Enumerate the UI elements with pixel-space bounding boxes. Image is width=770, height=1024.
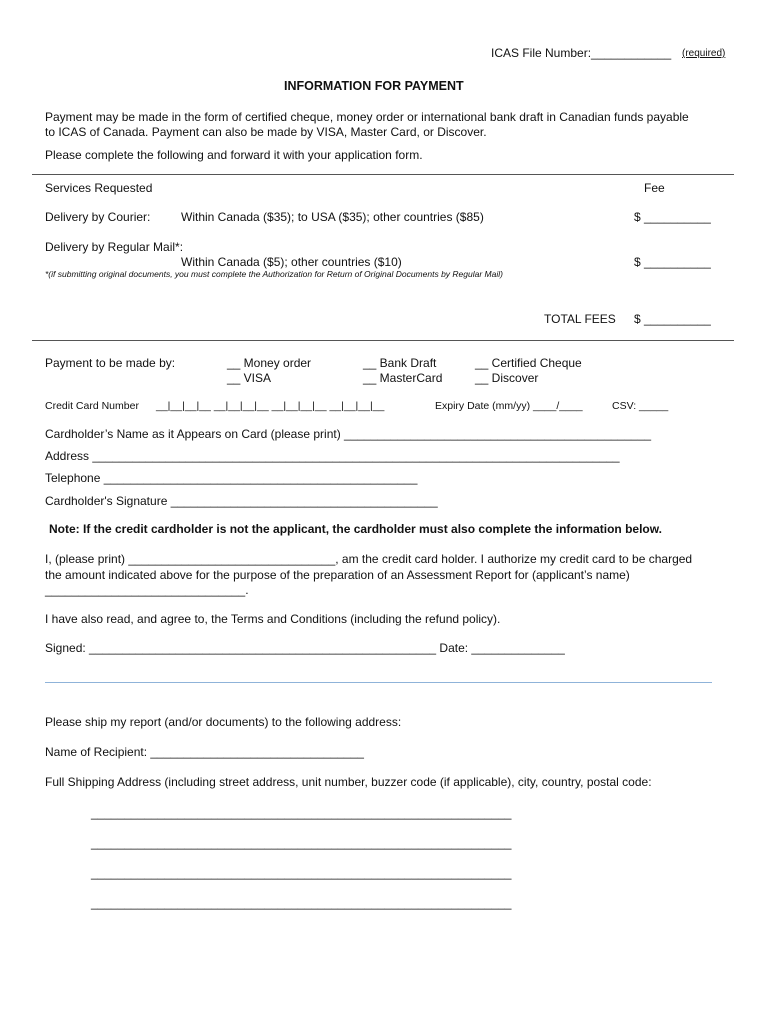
total-fees-field[interactable]: $ __________: [634, 312, 711, 326]
cardholder-signature-field[interactable]: Cardholder's Signature ________________________________________: [45, 494, 438, 508]
file-number-label[interactable]: ICAS File Number:____________: [491, 46, 672, 60]
regular-mail-fee-field[interactable]: $ __________: [634, 255, 711, 269]
discover-option[interactable]: __ Discover: [475, 371, 539, 385]
cardholder-name-field[interactable]: Cardholder’s Name as it Appears on Card (please print) ______________________________________________: [45, 427, 652, 441]
applicant-name-field[interactable]: ______________________________.: [45, 583, 249, 597]
total-fees-label: TOTAL FEES: [544, 312, 616, 326]
authorization-line-1[interactable]: I, (please print) _______________________________, am the credit card holder. I authorize my credit card to be charged: [45, 552, 693, 566]
section-divider-middle: [32, 340, 734, 341]
recipient-name-field[interactable]: Name of Recipient: ________________________________: [45, 745, 364, 759]
address-field[interactable]: Address _______________________________________________________________________________: [45, 449, 620, 463]
card-number-label: Credit Card Number: [45, 400, 139, 412]
intro-line-1: Payment may be made in the form of certified cheque, money order or international bank draft in Canadian funds payable: [45, 110, 689, 124]
shipping-address-line[interactable]: _______________________________________________________________: [91, 806, 512, 820]
intro-line-3: Please complete the following and forward it with your application form.: [45, 148, 423, 162]
terms-statement: I have also read, and agree to, the Terms and Conditions (including the refund policy).: [45, 612, 501, 626]
shipping-address-label: Full Shipping Address (including street address, unit number, buzzer code (if applicable), city, country, postal code:: [45, 775, 652, 789]
services-header: Services Requested: [45, 181, 153, 195]
blue-divider: [45, 682, 712, 683]
card-number-field[interactable]: __|__|__|__ __|__|__|__ __|__|__|__ __|__|__|__: [156, 400, 385, 412]
money-order-option[interactable]: __ Money order: [227, 356, 312, 370]
visa-option[interactable]: __ VISA: [227, 371, 272, 385]
shipping-address-line[interactable]: _______________________________________________________________: [91, 836, 512, 850]
regular-mail-label: Delivery by Regular Mail*:: [45, 240, 184, 254]
section-divider-top: [32, 174, 734, 175]
telephone-field[interactable]: Telephone _______________________________________________: [45, 471, 418, 485]
courier-label: Delivery by Courier:: [45, 210, 151, 224]
fee-header: Fee: [644, 181, 665, 195]
shipping-intro: Please ship my report (and/or documents) to the following address:: [45, 715, 402, 729]
expiry-date-field[interactable]: Expiry Date (mm/yy) ____/____: [435, 400, 583, 412]
shipping-address-line[interactable]: _______________________________________________________________: [91, 896, 512, 910]
cardholder-note: Note: If the credit cardholder is not the applicant, the cardholder must also complete the information below.: [49, 522, 662, 536]
certified-cheque-option[interactable]: __ Certified Cheque: [475, 356, 582, 370]
courier-detail: Within Canada ($35); to USA ($35); other countries ($85): [181, 210, 484, 224]
regular-mail-detail: Within Canada ($5); other countries ($10): [181, 255, 402, 269]
required-note: (required): [682, 48, 726, 59]
bank-draft-option[interactable]: __ Bank Draft: [363, 356, 437, 370]
authorization-line-2: the amount indicated above for the purpose of the preparation of an Assessment Report for (applicant’s name): [45, 568, 630, 582]
page-title: INFORMATION FOR PAYMENT: [284, 79, 464, 93]
csv-field[interactable]: CSV: _____: [612, 400, 669, 412]
intro-line-2: to ICAS of Canada. Payment can also be made by VISA, Master Card, or Discover.: [45, 125, 487, 139]
courier-fee-field[interactable]: $ __________: [634, 210, 711, 224]
signed-date-field[interactable]: Signed: ____________________________________________________ Date: ______________: [45, 641, 565, 655]
mastercard-option[interactable]: __ MasterCard: [363, 371, 443, 385]
shipping-address-line[interactable]: _______________________________________________________________: [91, 866, 512, 880]
payment-method-label: Payment to be made by:: [45, 356, 176, 370]
regular-mail-footnote: *(if submitting original documents, you must complete the Authorization for Return of Original Documents by Regular Mail): [45, 269, 503, 279]
